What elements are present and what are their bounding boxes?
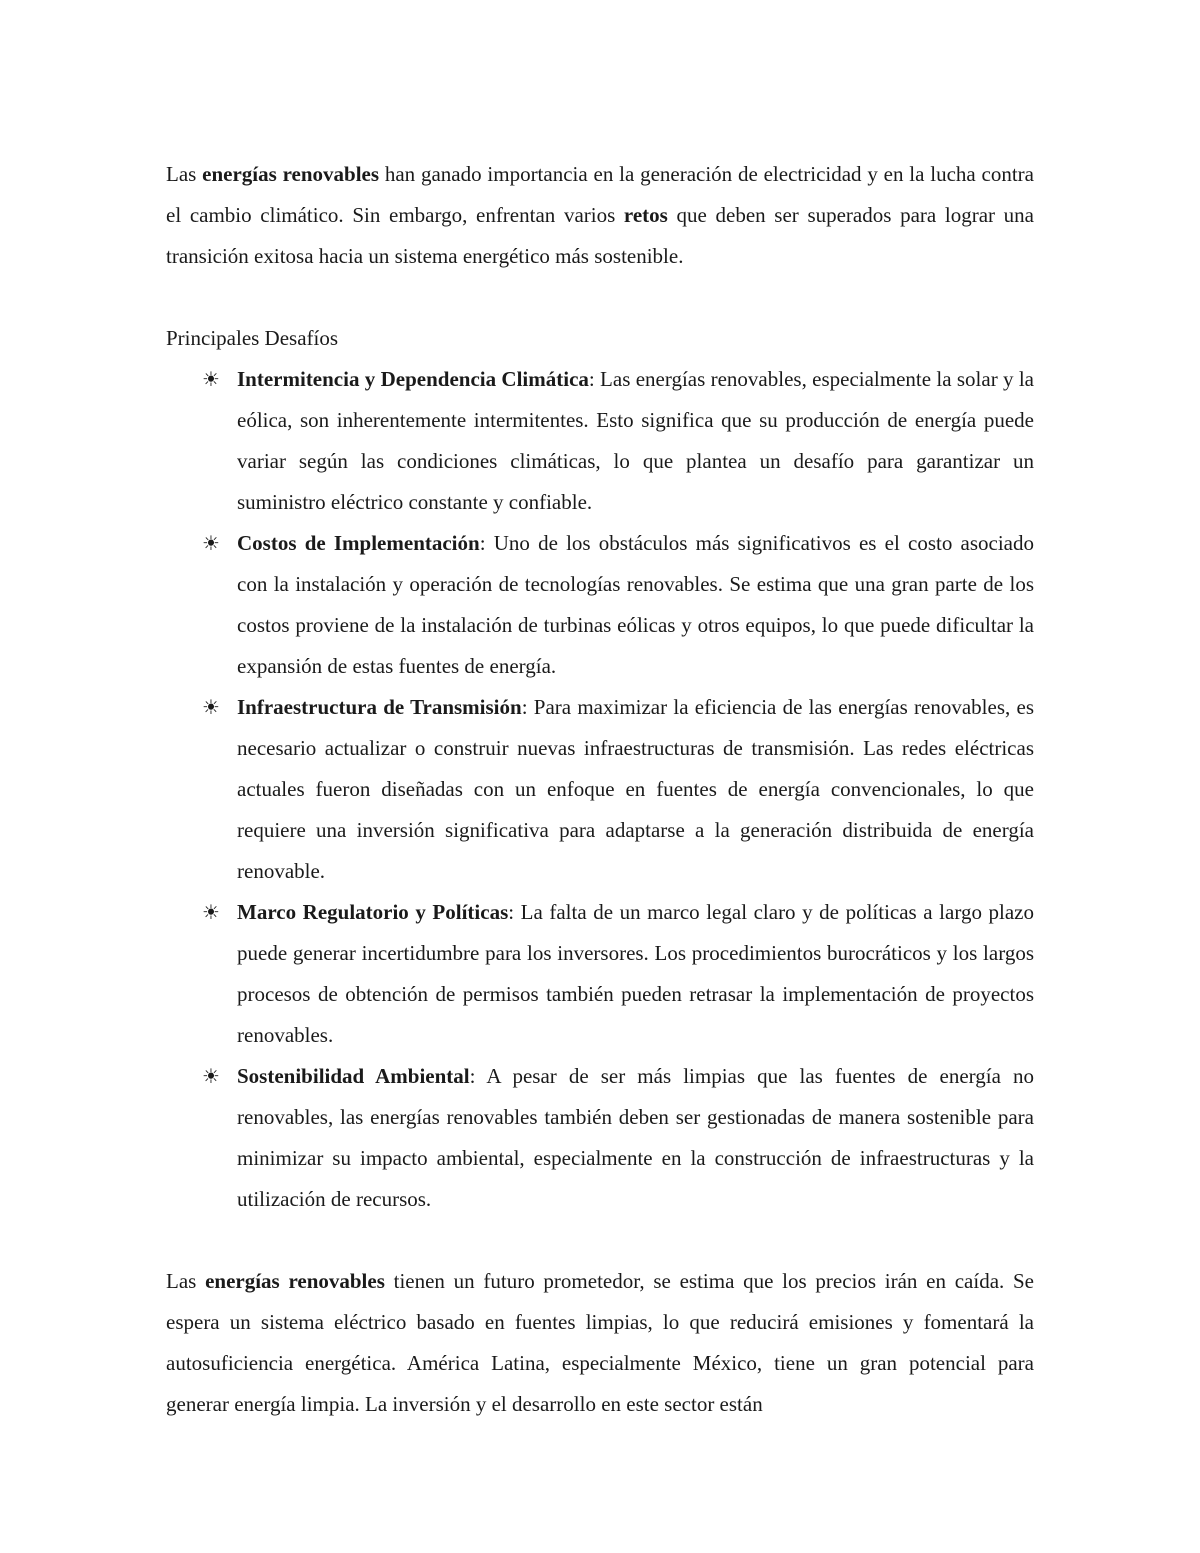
document-page — [166, 154, 1034, 1425]
challenge-title: Infraestructura de Transmisión — [237, 695, 522, 719]
sun-icon: ☀ — [202, 1064, 220, 1088]
sun-icon: ☀ — [202, 900, 220, 924]
sun-icon: ☀ — [202, 367, 220, 391]
sun-icon: ☀ — [202, 531, 220, 555]
intro-bold-renewables: energías renovables — [202, 162, 380, 186]
list-item — [166, 1056, 1034, 1220]
outro-text-2: tienen un futuro prometedor, se estima que los precios irán en caída. Se espera un sistema eléctrico basado en fuentes limpias, lo que reducirá emisiones y fomentará la autosuficiencia energética. América Latina, especialmente México, tiene un gran potencial para generar energía limpia. La inversión y el desarrollo en este sector están — [166, 1269, 1034, 1416]
intro-text-1: Las — [166, 162, 203, 186]
outro-text-1: Las — [166, 1269, 206, 1293]
challenge-text: : Para maximizar la eficiencia de las energías renovables, es necesario actualizar o construir nuevas infraestructuras de transmisión. Las redes eléctricas actuales fueron diseñadas con un enfoque en fuentes de energía convencionales, lo que requiere una inversión significativa para adaptarse a la generación distribuida de energía renovable. — [237, 695, 1034, 883]
outro-paragraph — [166, 1261, 1034, 1425]
challenge-text: : Las energías renovables, especialmente la solar y la eólica, son inherentemente intermitentes. Esto significa que su producción de energía puede variar según las condiciones climáticas, lo que plantea un desafío para garantizar un suministro eléctrico constante y confiable. — [237, 367, 1034, 514]
list-item — [166, 359, 1034, 523]
section-heading: Principales Desafíos — [166, 326, 339, 350]
list-item — [166, 523, 1034, 687]
intro-bold-challenges: retos — [623, 203, 668, 227]
intro-text-2: han ganado importancia en la generación de electricidad y en la lucha contra el cambio climático. Sin embargo, enfrentan varios — [166, 162, 1034, 227]
intro-text-3: que deben ser superados para lograr una transición exitosa hacia un sistema energético más sostenible. — [166, 203, 1034, 268]
challenge-title: Sostenibilidad Ambiental — [237, 1064, 470, 1088]
challenge-text: : Uno de los obstáculos más significativos es el costo asociado con la instalación y operación de tecnologías renovables. Se estima que una gran parte de los costos proviene de la instalación de turbinas eólicas y otros equipos, lo que puede dificultar la expansión de estas fuentes de energía. — [237, 531, 1034, 678]
list-item — [166, 687, 1034, 892]
challenge-text: : La falta de un marco legal claro y de políticas a largo plazo puede generar incertidumbre para los inversores. Los procedimientos burocráticos y los largos procesos de obtención de permisos también pueden retrasar la implementación de proyectos renovables. — [237, 900, 1034, 1047]
challenge-text: : A pesar de ser más limpias que las fuentes de energía no renovables, las energías renovables también deben ser gestionadas de manera sostenible para minimizar su impacto ambiental, especialmente en la construcción de infraestructuras y la utilización de recursos. — [237, 1064, 1034, 1211]
list-item — [166, 892, 1034, 1056]
outro-bold-renewables: energías renovables — [205, 1269, 385, 1293]
challenge-title: Marco Regulatorio y Políticas — [237, 900, 509, 924]
challenges-list — [166, 359, 1034, 1220]
intro-paragraph — [166, 154, 1034, 277]
sun-icon: ☀ — [202, 695, 220, 719]
challenge-title: Intermitencia y Dependencia Climática — [237, 367, 589, 391]
challenge-title: Costos de Implementación — [237, 531, 480, 555]
